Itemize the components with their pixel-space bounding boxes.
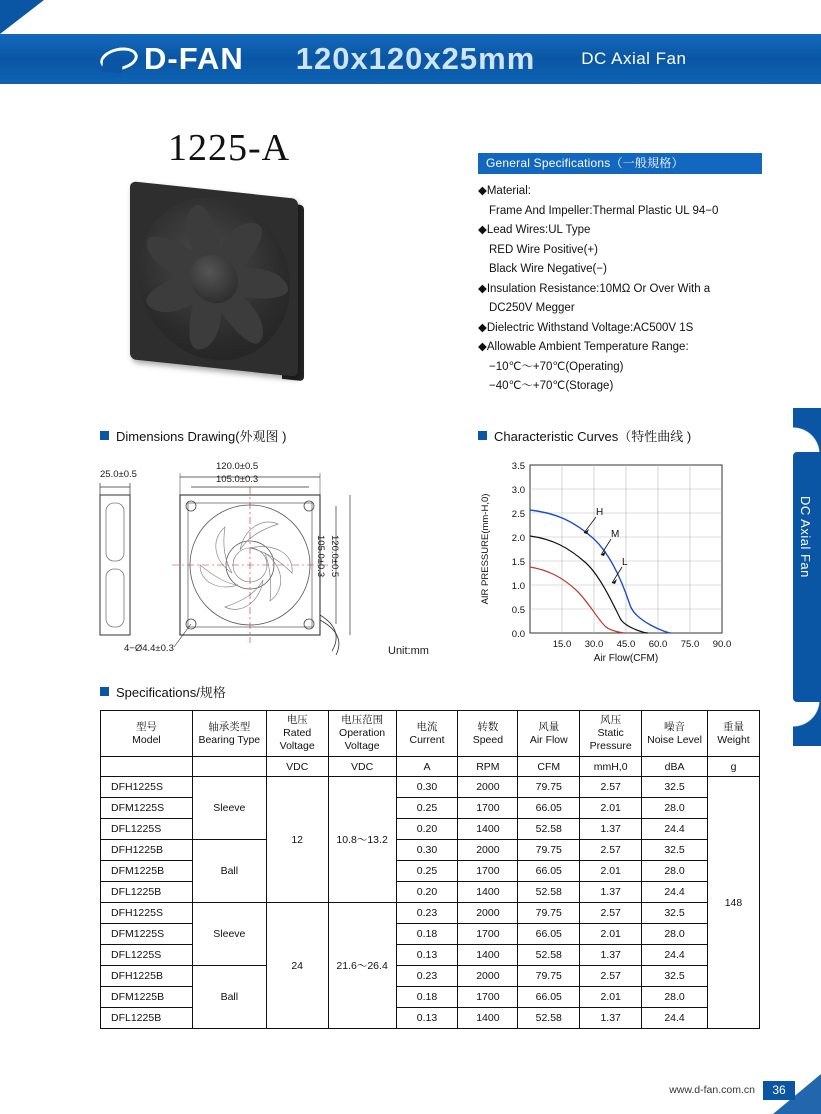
cell-noise: 24.4 xyxy=(642,819,708,840)
unit-voltage: VDC xyxy=(266,757,328,777)
svg-text:1.5: 1.5 xyxy=(511,557,525,568)
col-weight xyxy=(707,711,759,757)
col-bearing xyxy=(192,711,266,757)
col-opvoltage-cn: 电压范围 xyxy=(341,714,384,726)
cell-pressure: 2.01 xyxy=(580,924,642,945)
characteristic-curve-chart xyxy=(470,455,770,670)
spec-line: −10℃～+70℃(Operating) xyxy=(489,360,624,373)
spec-line: RED Wire Positive(+) xyxy=(489,243,598,256)
cell-airflow: 66.05 xyxy=(518,987,580,1008)
square-bullet-icon xyxy=(100,431,109,440)
cell-airflow: 52.58 xyxy=(518,1008,580,1029)
cell-model: DFM1225B xyxy=(101,861,193,882)
cell-noise: 28.0 xyxy=(642,861,708,882)
col-noise-cn: 噪音 xyxy=(664,720,686,733)
cell-model: DFM1225B xyxy=(101,987,193,1008)
unit-operation-voltage: VDC xyxy=(328,757,396,777)
cell-current: 0.25 xyxy=(396,861,458,882)
svg-text:L: L xyxy=(622,557,628,568)
dim-hole-label: 4−Ø4.4±0.3 xyxy=(124,643,174,654)
cell-speed: 2000 xyxy=(458,966,518,987)
col-bearing-en: Bearing Type xyxy=(198,733,261,746)
cell-airflow: 66.05 xyxy=(518,798,580,819)
cell-model: DFH1225S xyxy=(101,903,193,924)
brand-logo xyxy=(100,41,244,77)
svg-text:30.0: 30.0 xyxy=(584,639,604,650)
svg-text:90.0: 90.0 xyxy=(712,639,732,650)
svg-text:60.0: 60.0 xyxy=(648,639,668,650)
col-speed xyxy=(458,711,518,757)
cell-airflow: 66.05 xyxy=(518,924,580,945)
col-voltage-cn: 电压 xyxy=(286,714,308,726)
dimensions-drawing xyxy=(88,455,448,670)
unit-bearing xyxy=(192,757,266,777)
col-current xyxy=(396,711,458,757)
cell-model: DFH1225S xyxy=(101,777,193,798)
svg-text:1.0: 1.0 xyxy=(511,581,525,592)
svg-text:AIR PRESSURE(mm-H,0): AIR PRESSURE(mm-H,0) xyxy=(480,493,491,605)
cell-operation-voltage: 10.8～13.2 xyxy=(328,777,396,903)
svg-text:M: M xyxy=(611,529,620,540)
svg-text:45.0: 45.0 xyxy=(616,639,636,650)
cell-noise: 24.4 xyxy=(642,945,708,966)
dim-outer-height-label: 120.0±0.5 xyxy=(329,535,340,578)
table-row xyxy=(101,840,760,861)
col-model xyxy=(101,711,193,757)
cell-current: 0.18 xyxy=(396,987,458,1008)
cell-pressure: 2.01 xyxy=(580,987,642,1008)
spec-line: ◆Lead Wires:UL Type xyxy=(478,224,591,236)
cell-speed: 1700 xyxy=(458,798,518,819)
table-unit-row xyxy=(101,757,760,777)
cell-speed: 1400 xyxy=(458,882,518,903)
cell-model: DFL1225B xyxy=(101,1008,193,1029)
cell-pressure: 1.37 xyxy=(580,882,642,903)
cell-current: 0.20 xyxy=(396,882,458,903)
dim-outer-width-label: 120.0±0.5 xyxy=(216,461,259,472)
cell-pressure: 2.01 xyxy=(580,798,642,819)
col-airflow-en: Air Flow xyxy=(529,733,568,746)
cell-speed: 1700 xyxy=(458,861,518,882)
curves-heading-label: Characteristic Curves（特性曲线 ) xyxy=(494,429,692,444)
cell-bearing: Ball xyxy=(192,840,266,903)
col-model-cn: 型号 xyxy=(135,720,157,733)
cell-current: 0.25 xyxy=(396,798,458,819)
col-current-en: Current xyxy=(409,733,445,746)
cell-noise: 32.5 xyxy=(642,777,708,798)
col-airflow xyxy=(518,711,580,757)
col-bearing-cn: 轴承类型 xyxy=(208,720,251,733)
cell-speed: 2000 xyxy=(458,777,518,798)
curves-heading xyxy=(478,426,691,445)
dimensions-heading xyxy=(100,426,286,445)
svg-text:0.0: 0.0 xyxy=(511,629,525,640)
spec-line: −40℃～+70℃(Storage) xyxy=(489,380,614,392)
col-speed-en: Speed xyxy=(472,733,504,746)
spec-line: ◆Allowable Ambient Temperature Range: xyxy=(478,341,689,353)
footer-url: www.d-fan.com.cn xyxy=(669,1084,755,1096)
col-noise xyxy=(642,711,708,757)
cell-current: 0.30 xyxy=(396,777,458,798)
cell-speed: 1400 xyxy=(458,819,518,840)
cell-pressure: 2.57 xyxy=(580,840,642,861)
page-number: 36 xyxy=(763,1081,795,1100)
table-row xyxy=(101,903,760,924)
cell-speed: 1700 xyxy=(458,987,518,1008)
col-pressure-cn: 风压 xyxy=(600,714,622,726)
cell-pressure: 1.37 xyxy=(580,819,642,840)
cell-speed: 1400 xyxy=(458,945,518,966)
cell-operation-voltage: 21.6～26.4 xyxy=(328,903,396,1029)
cell-model: DFL1225S xyxy=(101,819,193,840)
cell-bearing: Sleeve xyxy=(192,903,266,966)
page-title: 1225-A xyxy=(168,127,291,169)
svg-text:0.5: 0.5 xyxy=(511,605,525,616)
unit-speed: RPM xyxy=(458,757,518,777)
dimensions-heading-label: Dimensions Drawing(外观图 ) xyxy=(116,429,287,444)
col-voltage xyxy=(266,711,328,757)
cell-pressure: 2.57 xyxy=(580,966,642,987)
cell-airflow: 79.75 xyxy=(518,840,580,861)
unit-noise: dBA xyxy=(642,757,708,777)
unit-airflow: CFM xyxy=(518,757,580,777)
specifications-heading xyxy=(100,682,226,701)
svg-text:H: H xyxy=(596,507,604,518)
col-speed-cn: 转数 xyxy=(477,720,499,733)
col-current-cn: 电流 xyxy=(416,720,438,733)
spec-line: ◆Dielectric Withstand Voltage:AC500V 1S xyxy=(478,321,694,334)
cell-noise: 28.0 xyxy=(642,798,708,819)
cell-noise: 24.4 xyxy=(642,1008,708,1029)
cell-airflow: 66.05 xyxy=(518,861,580,882)
fan-front-face xyxy=(130,181,298,377)
ellipse-icon xyxy=(98,44,140,73)
cell-speed: 1400 xyxy=(458,1008,518,1029)
cell-model: DFL1225S xyxy=(101,945,193,966)
spec-line: Black Wire Negative(−) xyxy=(489,263,607,275)
dim-inner-height-label: 105.0±0.3 xyxy=(315,535,326,578)
cell-noise: 32.5 xyxy=(642,966,708,987)
svg-text:3.5: 3.5 xyxy=(511,461,525,472)
cell-pressure: 1.37 xyxy=(580,1008,642,1029)
cell-current: 0.30 xyxy=(396,840,458,861)
cell-speed: 2000 xyxy=(458,903,518,924)
general-specifications-heading: General Specifications（一般規格） xyxy=(478,153,762,174)
col-voltage-en: Rated Voltage xyxy=(279,727,315,752)
col-model-en: Model xyxy=(132,733,161,746)
cell-current: 0.13 xyxy=(396,945,458,966)
unit-pressure: mmH,0 xyxy=(580,757,642,777)
cell-airflow: 52.58 xyxy=(518,882,580,903)
general-specifications-list xyxy=(478,182,798,397)
svg-text:2.0: 2.0 xyxy=(511,533,525,544)
col-pressure-en: Static Pressure xyxy=(589,727,632,752)
unit-model xyxy=(101,757,193,777)
square-bullet-icon xyxy=(478,431,487,440)
cell-current: 0.13 xyxy=(396,1008,458,1029)
brand-name: D-FAN xyxy=(144,41,244,76)
cell-pressure: 2.57 xyxy=(580,903,642,924)
svg-text:Air Flow(CFM): Air Flow(CFM) xyxy=(593,653,659,664)
cell-noise: 32.5 xyxy=(642,840,708,861)
cell-speed: 2000 xyxy=(458,840,518,861)
cell-noise: 32.5 xyxy=(642,903,708,924)
side-tab-curve-bottom xyxy=(793,700,821,746)
cell-bearing: Ball xyxy=(192,966,266,1029)
cell-model: DFM1225S xyxy=(101,924,193,945)
cell-noise: 28.0 xyxy=(642,924,708,945)
cell-noise: 24.4 xyxy=(642,882,708,903)
svg-text:75.0: 75.0 xyxy=(680,639,700,650)
col-airflow-cn: 风量 xyxy=(538,720,560,733)
cell-pressure: 2.01 xyxy=(580,861,642,882)
col-opvoltage-en: Operation Voltage xyxy=(339,727,386,752)
side-tab xyxy=(793,452,821,702)
cell-pressure: 1.37 xyxy=(580,945,642,966)
cell-model: DFM1225S xyxy=(101,798,193,819)
cell-weight: 148 xyxy=(707,777,759,1029)
cell-pressure: 2.57 xyxy=(580,777,642,798)
dim-thickness-label: 25.0±0.5 xyxy=(100,469,137,480)
table-row xyxy=(101,777,760,798)
unit-weight: g xyxy=(707,757,759,777)
cell-airflow: 79.75 xyxy=(518,903,580,924)
spec-line: Frame And Impeller:Thermal Plastic UL 94−0 xyxy=(489,204,719,217)
specifications-table xyxy=(100,710,760,1029)
cell-current: 0.20 xyxy=(396,819,458,840)
table-header-row xyxy=(101,711,760,757)
spec-line: DC250V Megger xyxy=(489,302,575,314)
col-noise-en: Noise Level xyxy=(647,733,702,746)
corner-decoration-top-left xyxy=(0,0,44,34)
svg-text:15.0: 15.0 xyxy=(552,639,572,650)
cell-airflow: 52.58 xyxy=(518,819,580,840)
page-header xyxy=(0,34,821,84)
cell-voltage: 24 xyxy=(266,903,328,1029)
cell-model: DFL1225B xyxy=(101,882,193,903)
cell-current: 0.18 xyxy=(396,924,458,945)
dim-inner-width-label: 105.0±0.3 xyxy=(216,474,259,485)
cell-voltage: 12 xyxy=(266,777,328,903)
spec-line: ◆Insulation Resistance:10MΩ Or Over With a xyxy=(478,282,711,295)
specifications-heading-label: Specifications/规格 xyxy=(116,685,226,700)
col-pressure xyxy=(580,711,642,757)
product-size: 120x120x25mm xyxy=(295,41,536,76)
dim-unit-label: Unit:mm xyxy=(388,645,429,657)
cell-model: DFH1225B xyxy=(101,840,193,861)
cell-bearing: Sleeve xyxy=(192,777,266,840)
product-type: DC Axial Fan xyxy=(581,49,687,68)
table-row xyxy=(101,966,760,987)
unit-current: A xyxy=(396,757,458,777)
product-photo xyxy=(124,190,310,380)
cell-model: DFH1225B xyxy=(101,966,193,987)
cell-current: 0.23 xyxy=(396,903,458,924)
side-tab-curve-top xyxy=(793,408,821,454)
col-weight-en: Weight xyxy=(717,733,750,746)
col-weight-cn: 重量 xyxy=(722,720,744,733)
col-operation-voltage xyxy=(328,711,396,757)
svg-text:2.5: 2.5 xyxy=(511,509,525,520)
cell-airflow: 79.75 xyxy=(518,777,580,798)
spec-line: ◆Material: xyxy=(478,185,531,197)
cell-current: 0.23 xyxy=(396,966,458,987)
cell-noise: 28.0 xyxy=(642,987,708,1008)
square-bullet-icon xyxy=(100,687,109,696)
cell-airflow: 79.75 xyxy=(518,966,580,987)
side-tab-label: DC Axial Fan xyxy=(798,496,813,578)
cell-airflow: 52.58 xyxy=(518,945,580,966)
svg-text:3.0: 3.0 xyxy=(511,485,525,496)
cell-speed: 1700 xyxy=(458,924,518,945)
